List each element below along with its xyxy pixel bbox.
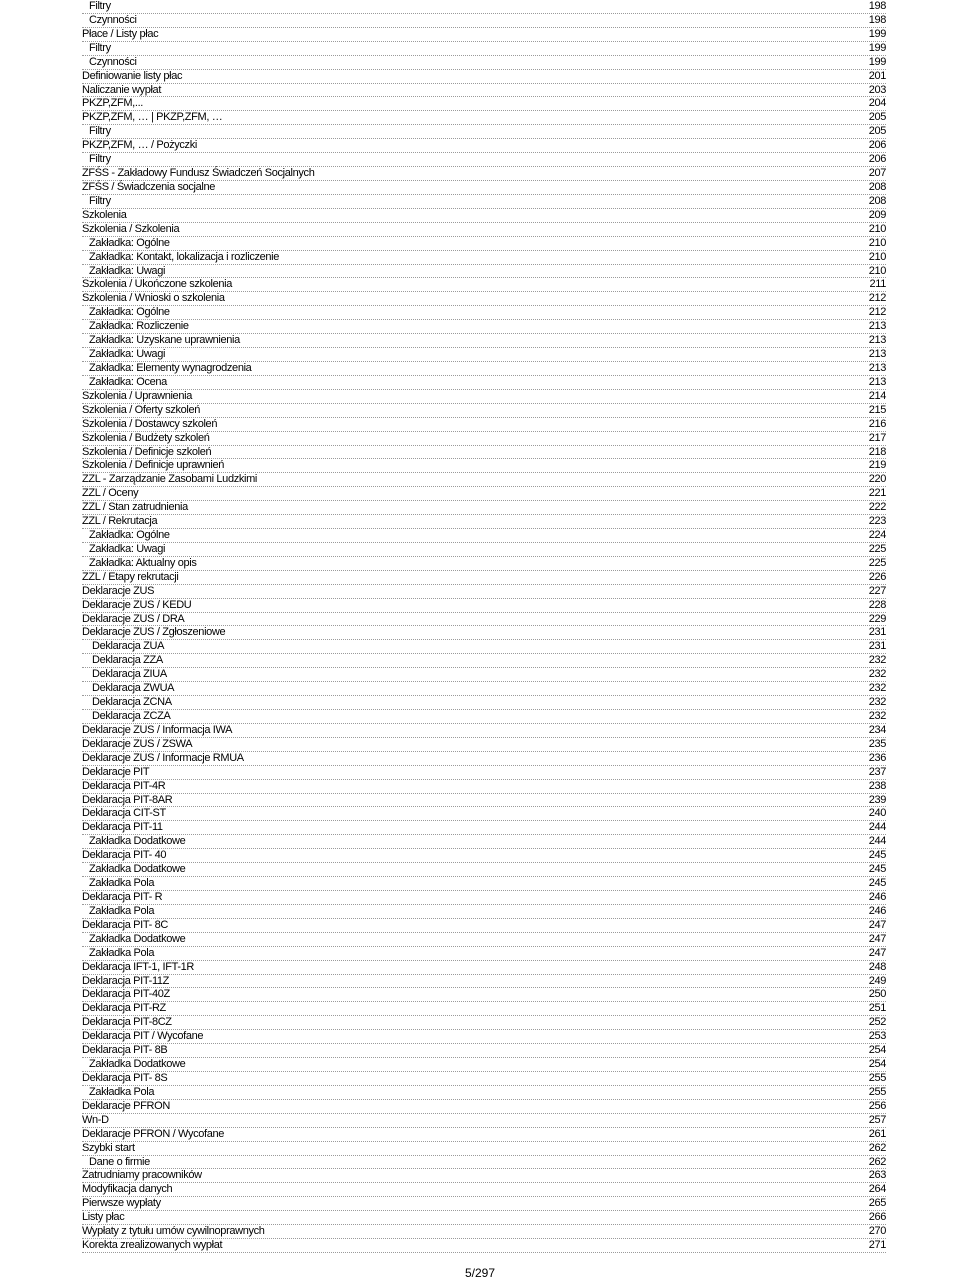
- toc-entry-title[interactable]: Szkolenia / Definicje szkoleń: [82, 445, 212, 458]
- toc-entry[interactable]: [82, 14, 886, 28]
- toc-entry-page[interactable]: 206: [868, 153, 886, 166]
- toc-entry[interactable]: [82, 961, 886, 975]
- toc-entry[interactable]: [82, 432, 886, 446]
- toc-entry[interactable]: [82, 585, 886, 599]
- toc-entry[interactable]: [82, 863, 886, 877]
- toc-entry-title[interactable]: Deklaracja PIT-8AR: [82, 793, 173, 806]
- toc-entry[interactable]: [82, 348, 886, 362]
- toc-entry[interactable]: [82, 97, 886, 111]
- toc-entry-title[interactable]: Szkolenia / Oferty szkoleń: [82, 403, 201, 416]
- toc-entry[interactable]: [82, 640, 886, 654]
- toc-entry-title[interactable]: Deklaracja PIT- R: [82, 891, 163, 903]
- toc-entry-title[interactable]: Zakładka: Uwagi: [89, 264, 166, 277]
- toc-entry-page[interactable]: 222: [868, 501, 886, 514]
- toc-entry-page[interactable]: 227: [868, 584, 886, 597]
- toc-entry-page[interactable]: 246: [868, 891, 886, 903]
- toc-entry-title[interactable]: Filtry: [89, 0, 111, 12]
- toc-entry[interactable]: [82, 891, 886, 905]
- toc-entry-title[interactable]: Deklaracja ZCZA: [92, 710, 171, 723]
- toc-entry-page[interactable]: 246: [868, 904, 886, 917]
- toc-entry[interactable]: [82, 362, 886, 376]
- toc-entry[interactable]: [82, 181, 886, 195]
- toc-entry-title[interactable]: Deklaracje ZUS / Zgłoszeniowe: [82, 626, 226, 639]
- toc-entry-page[interactable]: 238: [868, 779, 886, 792]
- toc-entry-title[interactable]: Szkolenia / Uprawnienia: [82, 389, 192, 402]
- toc-entry-title[interactable]: Deklaracja PIT-RZ: [82, 1002, 166, 1015]
- toc-entry-page[interactable]: 218: [868, 445, 886, 458]
- toc-entry-title[interactable]: Deklaracja ZZA: [92, 654, 163, 667]
- toc-entry-title[interactable]: ZFŚS / Świadczenia socjalne: [82, 180, 216, 193]
- toc-entry-title[interactable]: Zakładka: Uwagi: [89, 542, 166, 555]
- toc-entry[interactable]: [82, 766, 886, 780]
- toc-entry-title[interactable]: Deklaracje ZUS / KEDU: [82, 598, 192, 611]
- toc-entry-page[interactable]: 234: [868, 723, 886, 736]
- toc-entry-title[interactable]: Deklaracja ZIUA: [92, 668, 167, 681]
- toc-entry[interactable]: [82, 988, 886, 1002]
- toc-entry[interactable]: [82, 404, 886, 418]
- toc-entry-page[interactable]: 252: [868, 1016, 886, 1029]
- toc-entry[interactable]: [82, 947, 886, 961]
- toc-entry-page[interactable]: 213: [868, 334, 886, 347]
- toc-entry[interactable]: [82, 418, 886, 432]
- toc-entry-page[interactable]: 208: [868, 194, 886, 207]
- toc-entry[interactable]: [82, 278, 886, 292]
- toc-entry-title[interactable]: Zatrudniamy pracowników: [82, 1169, 202, 1182]
- toc-entry[interactable]: [82, 237, 886, 251]
- toc-entry[interactable]: [82, 543, 886, 557]
- toc-entry[interactable]: [82, 1169, 886, 1183]
- toc-entry-title[interactable]: Zakładka: Uwagi: [89, 348, 166, 361]
- toc-entry[interactable]: [82, 1211, 886, 1225]
- toc-entry-title[interactable]: Szkolenia / Szkolenia: [82, 222, 180, 235]
- toc-entry-page[interactable]: 203: [868, 83, 886, 96]
- toc-entry-title[interactable]: PKZP,ZFM, … / Pożyczki: [82, 139, 197, 152]
- toc-entry-title[interactable]: Zakładka Pola: [89, 1085, 155, 1098]
- toc-entry-page[interactable]: 264: [868, 1183, 886, 1196]
- toc-entry[interactable]: [82, 153, 886, 167]
- toc-entry-page[interactable]: 253: [868, 1030, 886, 1043]
- toc-entry[interactable]: [82, 529, 886, 543]
- toc-entry[interactable]: [82, 1197, 886, 1211]
- toc-entry-title[interactable]: Filtry: [89, 125, 111, 138]
- toc-entry-page[interactable]: 199: [868, 27, 886, 40]
- toc-entry[interactable]: [82, 473, 886, 487]
- toc-entry-page[interactable]: 213: [868, 375, 886, 388]
- toc-entry[interactable]: [82, 696, 886, 710]
- toc-entry-title[interactable]: PKZP,ZFM, … | PKZP,ZFM, …: [82, 111, 223, 124]
- toc-entry-page[interactable]: 239: [868, 793, 886, 806]
- toc-entry-page[interactable]: 209: [868, 208, 886, 221]
- toc-entry-page[interactable]: 245: [868, 877, 886, 890]
- toc-entry-page[interactable]: 206: [868, 139, 886, 152]
- toc-entry[interactable]: [82, 1058, 886, 1072]
- toc-entry[interactable]: [82, 821, 886, 835]
- toc-entry-page[interactable]: 213: [868, 320, 886, 333]
- toc-entry[interactable]: [82, 306, 886, 320]
- toc-entry-page[interactable]: 205: [868, 125, 886, 138]
- toc-entry[interactable]: [82, 668, 886, 682]
- toc-entry[interactable]: [82, 780, 886, 794]
- toc-entry-page[interactable]: 270: [868, 1225, 886, 1238]
- toc-entry-page[interactable]: 210: [868, 236, 886, 249]
- toc-entry[interactable]: [82, 167, 886, 181]
- toc-entry-page[interactable]: 244: [868, 821, 886, 834]
- toc-entry-page[interactable]: 231: [868, 626, 886, 639]
- toc-entry-title[interactable]: Zakładka: Kontakt, lokalizacja i rozliczenie: [89, 250, 280, 263]
- toc-entry-title[interactable]: Deklaracja CIT-ST: [82, 807, 166, 820]
- toc-entry[interactable]: [82, 292, 886, 306]
- toc-entry-page[interactable]: 232: [868, 710, 886, 723]
- toc-entry[interactable]: [82, 56, 886, 70]
- toc-entry-title[interactable]: Wn-D: [82, 1113, 109, 1126]
- toc-entry-title[interactable]: Zakładka: Ogólne: [89, 306, 170, 319]
- toc-entry-page[interactable]: 232: [868, 682, 886, 695]
- toc-entry-title[interactable]: Deklaracje ZUS: [82, 584, 155, 597]
- toc-entry-title[interactable]: Deklaracja PIT- 8S: [82, 1071, 168, 1084]
- toc-entry[interactable]: [82, 446, 886, 460]
- toc-entry-page[interactable]: 256: [868, 1099, 886, 1112]
- toc-entry[interactable]: [82, 905, 886, 919]
- toc-entry-title[interactable]: Szkolenia / Dostawcy szkoleń: [82, 417, 218, 430]
- toc-entry-page[interactable]: 215: [868, 403, 886, 416]
- toc-entry-title[interactable]: Deklaracja PIT- 40: [82, 849, 167, 862]
- toc-entry-page[interactable]: 240: [868, 807, 886, 820]
- toc-entry[interactable]: [82, 459, 886, 473]
- toc-entry-title[interactable]: Zakładka: Elementy wynagrodzenia: [89, 361, 252, 374]
- toc-entry-title[interactable]: Deklaracja PIT-4R: [82, 779, 166, 792]
- toc-entry[interactable]: [82, 1142, 886, 1156]
- toc-entry[interactable]: [82, 557, 886, 571]
- toc-entry-title[interactable]: Wypłaty z tytułu umów cywilnoprawnych: [82, 1225, 265, 1238]
- toc-entry-title[interactable]: Szybki start: [82, 1141, 135, 1154]
- toc-entry[interactable]: [82, 28, 886, 42]
- toc-entry[interactable]: [82, 42, 886, 56]
- toc-entry-page[interactable]: 199: [868, 41, 886, 54]
- toc-entry-title[interactable]: Deklaracja IFT-1, IFT-1R: [82, 960, 195, 973]
- toc-entry[interactable]: [82, 710, 886, 724]
- toc-entry-title[interactable]: Filtry: [89, 41, 111, 54]
- toc-entry-page[interactable]: 255: [868, 1071, 886, 1084]
- toc-entry-title[interactable]: Zakładka Pola: [89, 904, 155, 917]
- toc-entry-title[interactable]: Naliczanie wypłat: [82, 83, 162, 96]
- toc-entry[interactable]: [82, 933, 886, 947]
- toc-entry-page[interactable]: 201: [868, 69, 886, 82]
- toc-entry-page[interactable]: 255: [868, 1085, 886, 1098]
- toc-entry[interactable]: [82, 849, 886, 863]
- toc-entry[interactable]: [82, 139, 886, 153]
- toc-entry-title[interactable]: Deklaracja PIT- 8C: [82, 918, 169, 931]
- toc-entry[interactable]: [82, 70, 886, 84]
- toc-entry-title[interactable]: Filtry: [89, 153, 111, 166]
- toc-entry-page[interactable]: 262: [868, 1141, 886, 1154]
- toc-entry-title[interactable]: Deklaracja PIT / Wycofane: [82, 1030, 204, 1043]
- toc-entry-page[interactable]: 213: [868, 361, 886, 374]
- toc-entry[interactable]: [82, 390, 886, 404]
- toc-entry-title[interactable]: Płace / Listy płac: [82, 27, 159, 40]
- toc-entry-page[interactable]: 262: [868, 1155, 886, 1168]
- toc-entry-title[interactable]: Dane o firmie: [89, 1155, 150, 1168]
- toc-entry[interactable]: [82, 334, 886, 348]
- toc-entry-title[interactable]: ZZL - Zarządzanie Zasobami Ludzkimi: [82, 473, 258, 486]
- toc-entry-title[interactable]: Deklaracje ZUS / Informacja IWA: [82, 723, 233, 736]
- toc-entry-page[interactable]: 207: [868, 167, 886, 180]
- toc-entry-page[interactable]: 266: [868, 1211, 886, 1224]
- toc-entry-page[interactable]: 204: [868, 97, 886, 110]
- toc-entry-page[interactable]: 212: [868, 306, 886, 319]
- toc-entry-title[interactable]: Zakładka: Ogólne: [89, 236, 170, 249]
- toc-entry-page[interactable]: 248: [868, 960, 886, 973]
- toc-entry-page[interactable]: 220: [868, 473, 886, 486]
- toc-entry-title[interactable]: Deklaracja ZWUA: [92, 682, 175, 695]
- toc-entry-page[interactable]: 213: [868, 348, 886, 361]
- toc-entry[interactable]: [82, 599, 886, 613]
- toc-entry-title[interactable]: Szkolenia / Definicje uprawnień: [82, 459, 225, 472]
- toc-entry[interactable]: [82, 571, 886, 585]
- toc-entry[interactable]: [82, 195, 886, 209]
- toc-entry[interactable]: [82, 1156, 886, 1170]
- toc-entry-page[interactable]: 210: [868, 250, 886, 263]
- toc-entry-title[interactable]: Deklaracje ZUS / ZSWA: [82, 737, 193, 750]
- toc-entry-page[interactable]: 245: [868, 863, 886, 876]
- toc-entry-page[interactable]: 226: [868, 570, 886, 583]
- toc-entry-title[interactable]: Szkolenia / Budżety szkoleń: [82, 431, 210, 444]
- toc-entry[interactable]: [82, 501, 886, 515]
- toc-entry-title[interactable]: Zakładka: Aktualny opis: [89, 556, 197, 569]
- toc-entry-page[interactable]: 251: [868, 1002, 886, 1015]
- toc-entry[interactable]: [82, 1016, 886, 1030]
- toc-entry-page[interactable]: 223: [868, 515, 886, 528]
- toc-entry-page[interactable]: 254: [868, 1044, 886, 1057]
- toc-entry-title[interactable]: Deklaracja PIT-8CZ: [82, 1016, 172, 1029]
- toc-entry-title[interactable]: Zakładka: Uzyskane uprawnienia: [89, 334, 240, 347]
- toc-entry[interactable]: [82, 1086, 886, 1100]
- toc-entry[interactable]: [82, 515, 886, 529]
- toc-entry[interactable]: [82, 613, 886, 627]
- toc-entry[interactable]: [82, 223, 886, 237]
- toc-entry-page[interactable]: 249: [868, 974, 886, 987]
- toc-entry[interactable]: [82, 626, 886, 640]
- toc-entry[interactable]: [82, 1128, 886, 1142]
- toc-entry[interactable]: [82, 125, 886, 139]
- toc-entry-title[interactable]: Korekta zrealizowanych wypłat: [82, 1239, 223, 1252]
- toc-entry[interactable]: [82, 1114, 886, 1128]
- toc-entry-title[interactable]: PKZP,ZFM,...: [82, 97, 143, 110]
- toc-entry[interactable]: [82, 1225, 886, 1239]
- toc-entry-page[interactable]: 221: [868, 487, 886, 500]
- toc-entry[interactable]: [82, 1183, 886, 1197]
- page-number: 5/297: [464, 1266, 496, 1280]
- toc-entry[interactable]: [82, 1239, 886, 1253]
- toc-entry-title[interactable]: ZZL / Oceny: [82, 487, 139, 500]
- toc-entry-title[interactable]: Deklaracja PIT- 8B: [82, 1044, 168, 1057]
- toc-entry-title[interactable]: Szkolenia / Ukończone szkolenia: [82, 278, 232, 291]
- toc-entry-page[interactable]: 217: [868, 431, 886, 444]
- toc-entry-page[interactable]: 265: [868, 1197, 886, 1210]
- toc-entry[interactable]: [82, 265, 886, 279]
- toc-entry-title[interactable]: Zakładka: Ogólne: [89, 529, 170, 542]
- toc-entry-title[interactable]: Modyfikacja danych: [82, 1183, 173, 1196]
- toc-entry-title[interactable]: Zakładka Dodatkowe: [89, 932, 186, 945]
- table-of-contents: [82, 0, 886, 1253]
- toc-entry-page[interactable]: 250: [868, 988, 886, 1001]
- toc-entry-page[interactable]: 198: [868, 13, 886, 26]
- toc-entry[interactable]: [82, 1002, 886, 1016]
- toc-entry-title[interactable]: Zakładka: Rozliczenie: [89, 320, 189, 333]
- toc-entry-title[interactable]: Czynności: [89, 13, 137, 26]
- toc-entry-page[interactable]: 208: [868, 180, 886, 193]
- toc-entry[interactable]: [82, 807, 886, 821]
- toc-entry-title[interactable]: Filtry: [89, 194, 111, 207]
- toc-entry[interactable]: [82, 877, 886, 891]
- toc-entry-page[interactable]: 235: [868, 737, 886, 750]
- toc-entry[interactable]: [82, 209, 886, 223]
- toc-entry-page[interactable]: 219: [868, 459, 886, 472]
- toc-entry-page[interactable]: 237: [868, 765, 886, 778]
- toc-entry-title[interactable]: Szkolenia: [82, 208, 127, 221]
- toc-entry-page[interactable]: 198: [868, 0, 886, 12]
- toc-entry-title[interactable]: Deklaracje PFRON / Wycofane: [82, 1127, 225, 1140]
- toc-entry[interactable]: [82, 682, 886, 696]
- toc-entry-title[interactable]: ZZL / Rekrutacja: [82, 515, 158, 528]
- toc-entry[interactable]: [82, 975, 886, 989]
- toc-entry[interactable]: [82, 919, 886, 933]
- toc-entry-page[interactable]: 216: [868, 417, 886, 430]
- toc-entry-title[interactable]: Deklaracje PFRON: [82, 1099, 170, 1112]
- toc-entry-page[interactable]: 212: [868, 292, 886, 305]
- toc-entry-page[interactable]: 210: [868, 222, 886, 235]
- toc-entry-page[interactable]: 232: [868, 696, 886, 709]
- toc-entry[interactable]: [82, 376, 886, 390]
- toc-entry-page[interactable]: 254: [868, 1058, 886, 1071]
- toc-entry-title[interactable]: Deklaracje PIT: [82, 765, 150, 778]
- toc-entry-page[interactable]: 247: [868, 918, 886, 931]
- toc-entry-page[interactable]: 210: [868, 264, 886, 277]
- toc-entry-page[interactable]: 247: [868, 932, 886, 945]
- toc-entry[interactable]: [82, 1044, 886, 1058]
- toc-entry-title[interactable]: Zakładka Dodatkowe: [89, 835, 186, 848]
- toc-entry[interactable]: [82, 320, 886, 334]
- toc-entry-page[interactable]: 225: [868, 542, 886, 555]
- toc-entry[interactable]: [82, 1072, 886, 1086]
- toc-entry-title[interactable]: Deklaracja ZUA: [92, 640, 165, 653]
- toc-entry-title[interactable]: Definiowanie listy płac: [82, 69, 183, 82]
- toc-entry-page[interactable]: 229: [868, 612, 886, 625]
- toc-entry-page[interactable]: 245: [868, 849, 886, 862]
- toc-entry-title[interactable]: ZZL / Etapy rekrutacji: [82, 570, 179, 583]
- toc-entry-title[interactable]: Zakładka Dodatkowe: [89, 863, 186, 876]
- toc-entry[interactable]: [82, 724, 886, 738]
- toc-entry[interactable]: [82, 1030, 886, 1044]
- toc-entry-title[interactable]: Pierwsze wypłaty: [82, 1197, 161, 1210]
- toc-entry[interactable]: [82, 251, 886, 265]
- toc-entry-page[interactable]: 205: [868, 111, 886, 124]
- toc-entry-title[interactable]: Listy płac: [82, 1211, 125, 1224]
- toc-entry[interactable]: [82, 487, 886, 501]
- toc-entry-title[interactable]: Deklaracja PIT-11: [82, 821, 163, 834]
- toc-entry-title[interactable]: Deklaracje ZUS / DRA: [82, 612, 185, 625]
- toc-entry-title[interactable]: Deklaracja PIT-40Z: [82, 988, 170, 1001]
- toc-entry[interactable]: [82, 835, 886, 849]
- toc-entry-title[interactable]: Deklaracja ZCNA: [92, 696, 172, 709]
- toc-entry[interactable]: [82, 1100, 886, 1114]
- toc-entry[interactable]: [82, 654, 886, 668]
- toc-entry-title[interactable]: Zakładka Pola: [89, 877, 155, 890]
- toc-entry-page[interactable]: 199: [868, 55, 886, 68]
- toc-entry-title[interactable]: Zakładka: Ocena: [89, 375, 167, 388]
- toc-entry-page[interactable]: 271: [868, 1239, 886, 1252]
- toc-entry[interactable]: [82, 752, 886, 766]
- toc-entry-title[interactable]: ZZL / Stan zatrudnienia: [82, 501, 188, 514]
- toc-entry-page[interactable]: 214: [868, 389, 886, 402]
- toc-entry-page[interactable]: 225: [868, 556, 886, 569]
- toc-entry-title[interactable]: Deklaracja PIT-11Z: [82, 974, 170, 987]
- toc-entry[interactable]: [82, 111, 886, 125]
- toc-entry-page[interactable]: 231: [868, 640, 886, 653]
- toc-entry-page[interactable]: 261: [868, 1127, 886, 1140]
- toc-entry[interactable]: [82, 84, 886, 98]
- toc-entry-page[interactable]: 228: [868, 598, 886, 611]
- toc-entry-page[interactable]: 224: [868, 529, 886, 542]
- toc-entry-title[interactable]: ZFŚS - Zakładowy Fundusz Świadczeń Socjalnych: [82, 167, 315, 180]
- toc-entry[interactable]: [82, 794, 886, 808]
- toc-entry-title[interactable]: Czynności: [89, 55, 137, 68]
- toc-entry-page[interactable]: 244: [868, 835, 886, 848]
- toc-entry-page[interactable]: 257: [868, 1113, 886, 1126]
- toc-entry-page[interactable]: 211: [869, 278, 886, 291]
- toc-entry-title[interactable]: Szkolenia / Wnioski o szkolenia: [82, 292, 225, 305]
- toc-entry-page[interactable]: 232: [868, 668, 886, 681]
- toc-entry-page[interactable]: 247: [868, 946, 886, 959]
- toc-entry-title[interactable]: Deklaracje ZUS / Informacje RMUA: [82, 751, 244, 764]
- toc-entry-title[interactable]: Zakładka Pola: [89, 946, 155, 959]
- toc-entry[interactable]: [82, 0, 886, 14]
- toc-entry-page[interactable]: 263: [868, 1169, 886, 1182]
- toc-entry-page[interactable]: 232: [868, 654, 886, 667]
- toc-entry[interactable]: [82, 738, 886, 752]
- toc-entry-title[interactable]: Zakładka Dodatkowe: [89, 1058, 186, 1071]
- toc-entry-page[interactable]: 236: [868, 751, 886, 764]
